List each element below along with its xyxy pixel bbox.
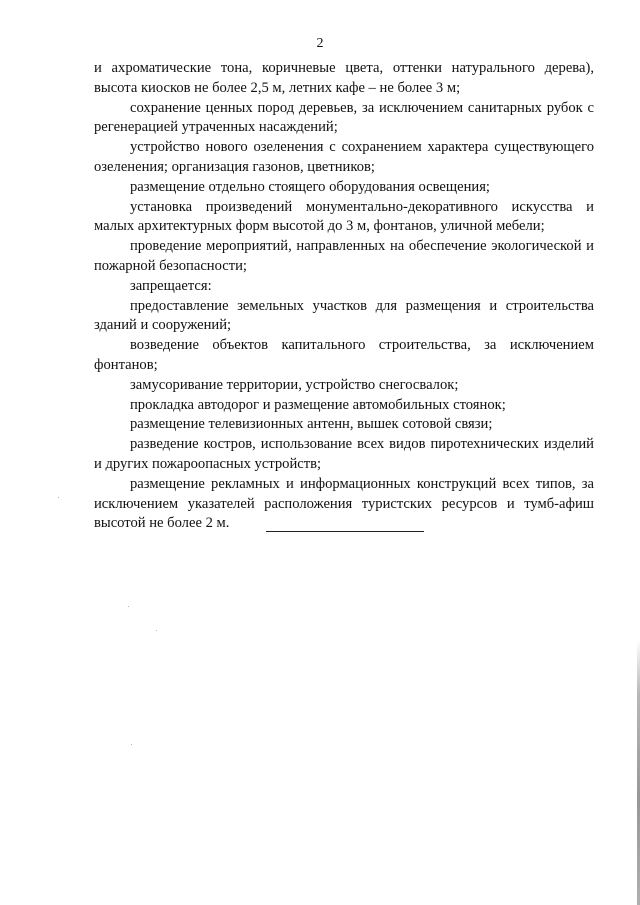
paragraph-littering: замусоривание территории, устройство снегосвалок; bbox=[130, 376, 459, 393]
paragraph-continuation: и ахроматические тона, коричневые цвета, оттенки натурального дерева), высота киосков не более 2,5 м, летних кафе – не более 3 м; bbox=[94, 60, 594, 96]
paragraph-fires: разведение костров, использование всех видов пиротехнических изделий и других пожароопасных устройств; bbox=[94, 436, 594, 472]
paragraph-capital-construction: возведение объектов капитального строительства, за исключением фонтанов; bbox=[94, 337, 594, 373]
end-divider-line bbox=[266, 531, 424, 532]
scan-speck bbox=[58, 497, 59, 498]
paragraph-lighting: размещение отдельно стоящего оборудования освещения; bbox=[130, 178, 490, 195]
paragraph-advertising: размещение рекламных и информационных конструкций всех типов, за исключением указателей расположения туристских ресурсов и тумб-афиш высотой не более 2 м. bbox=[94, 475, 594, 532]
scan-speck bbox=[128, 606, 129, 607]
scan-speck bbox=[156, 630, 157, 631]
page-number: 2 bbox=[316, 36, 324, 51]
paragraph-greenery: устройство нового озеленения с сохранением характера существующего озеленения; организация газонов, цветников; bbox=[94, 139, 594, 175]
paragraph-roads-parking: прокладка автодорог и размещение автомобильных стоянок; bbox=[130, 396, 506, 413]
paragraph-land-plots: предоставление земельных участков для размещения и строительства зданий и сооружений; bbox=[94, 297, 594, 334]
paragraph-antennas: размещение телевизионных антенн, вышек сотовой связи; bbox=[130, 416, 493, 433]
document-body bbox=[94, 59, 594, 534]
paragraph-safety: проведение мероприятий, направленных на обеспечение экологической и пожарной безопасности; bbox=[94, 238, 594, 274]
paragraph-art-forms: установка произведений монументально-декоративного искусства и малых архитектурных форм высотой до 3 м, фонтанов, уличной мебели; bbox=[94, 198, 594, 235]
paragraph-trees: сохранение ценных пород деревьев, за исключением санитарных рубок с регенерацией утраченных насаждений; bbox=[94, 99, 594, 136]
paragraph-prohibited-heading: запрещается: bbox=[130, 277, 212, 294]
scan-speck bbox=[131, 744, 132, 745]
